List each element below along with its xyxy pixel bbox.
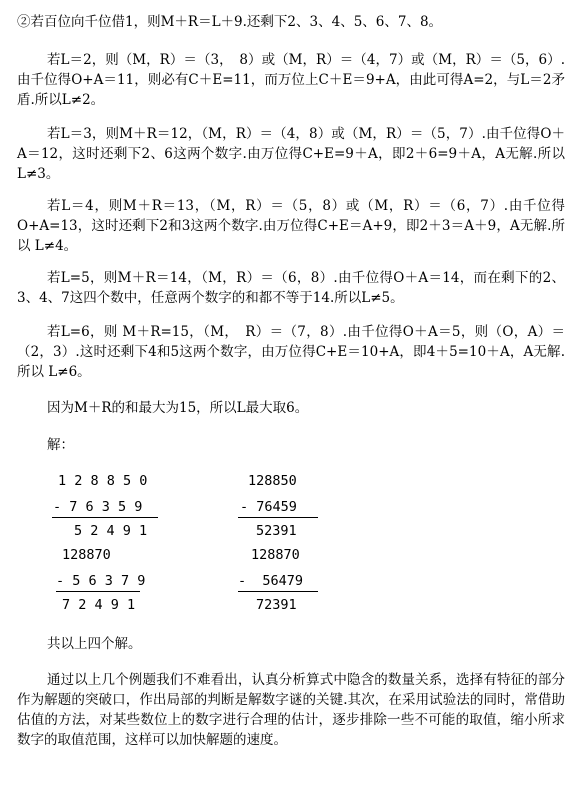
minuend: 128870 bbox=[62, 547, 111, 563]
solution-label: 解： bbox=[47, 437, 74, 453]
difference: 7 2 4 9 1 bbox=[62, 597, 136, 613]
paragraph-conclusion: 通过以上几个例题我们不难看出，认真分析算式中隐含的数量关系，选择有特征的部分作为解题的突破口，作出局部的判断是解数字谜的关键.其次，在采用试验法的同时，常借助估值的方法，对某些数位上的数字进行合理的估计，逐步排除一些不可能的取值，缩小所求数字的取值范围，这样可以加快解题的速度。 bbox=[17, 672, 565, 748]
result-line bbox=[238, 591, 318, 592]
subtrahend: - 56479 bbox=[238, 573, 304, 589]
paragraph-borrow-case: ②若百位向千位借1，则M＋R＝L＋9.还剩下2、3、4、5、6、7、8。 bbox=[17, 14, 443, 30]
result-line bbox=[56, 591, 140, 592]
subtrahend: - 76459 bbox=[240, 499, 297, 515]
result-line bbox=[238, 517, 318, 518]
subtrahend: - 7 6 3 5 9 bbox=[53, 499, 143, 515]
result-line bbox=[52, 517, 158, 518]
minuend: 1 2 8 8 5 0 bbox=[58, 473, 148, 489]
paragraph-four-solutions: 共以上四个解。 bbox=[47, 636, 142, 652]
difference: 5 2 4 9 1 bbox=[74, 523, 148, 539]
paragraph-case-l3: 若L＝3，则M＋R＝12，（M，R）＝（4，8）或（M，R）＝（5，7）.由千位得O＋A＝12，这时还剩下2、6这两个数字.由万位得C+E=9＋A，即2＋6=9＋A，A无解.所以L≠3。 bbox=[17, 126, 565, 182]
paragraph-case-l2: 若L＝2，则（M，R）＝（3， 8）或（M，R）＝（4，7）或（M，R）＝（5，6）.由千位得O+A＝11，则必有C＋E=11，而万位上C＋E＝9+A，由此可得A=2，与L＝2矛盾.所以L≠2。 bbox=[17, 52, 565, 108]
paragraph-case-l4: 若L＝4，则M＋R＝13，（M，R）＝（5，8）或（M，R）＝（6，7）.由千位得O+A=13，这时还剩下2和3这两个数字.由万位得C+E＝A+9，即2＋3＝A＋9，A无解.所以 L≠4。 bbox=[17, 198, 565, 254]
minuend: 128850 bbox=[248, 473, 297, 489]
paragraph-case-l5: 若L=5，则M＋R＝14，（M，R）＝（6，8）.由千位得O＋A＝14，而在剩下的2、3、4、7这四个数中，任意两个数字的和都不等于14.所以L≠5。 bbox=[17, 270, 565, 306]
difference: 72391 bbox=[256, 597, 297, 613]
difference: 52391 bbox=[256, 523, 297, 539]
paragraph-max-l: 因为M＋R的和最大为15，所以L最大取6。 bbox=[47, 400, 309, 416]
subtrahend: - 5 6 3 7 9 bbox=[56, 573, 146, 589]
paragraph-case-l6: 若L=6，则 M＋R=15，（M， R）＝（7，8）.由千位得O＋A＝5，则（O，A）＝（2，3）.这时还剩下4和5这两个数字，由万位得C+E＝10+A，即4＋5=10＋A，A无解.所以 L≠6。 bbox=[17, 324, 565, 380]
minuend: 128870 bbox=[251, 547, 300, 563]
